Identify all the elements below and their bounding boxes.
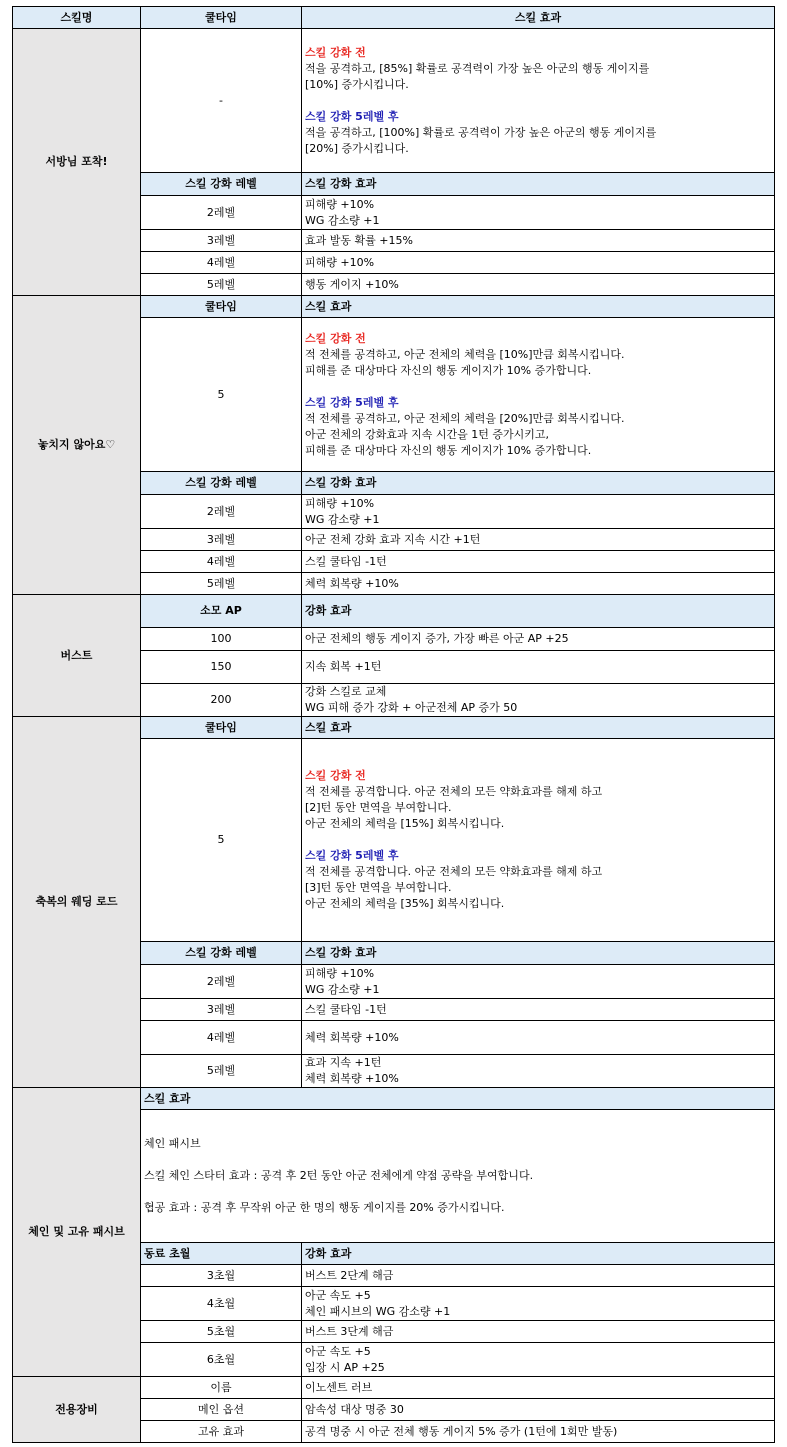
level-header: 스킬 강화 레벨 [141,942,302,965]
level-effect-cell: 아군 전체 강화 효과 지속 시간 +1턴 [302,529,775,551]
effect-line: 피해량 +10% [305,197,375,211]
effect-line: 아군 속도 +5 [305,1288,371,1302]
level-cell: 5레벨 [141,1055,302,1088]
level-effect-cell [302,1055,775,1088]
after-label: 스킬 강화 5레벨 후 [305,109,399,123]
level-cell: 2레벨 [141,196,302,230]
skill2-after-line: 피해를 준 대상마다 자신의 행동 게이지가 10% 증가합니다. [305,443,592,457]
skill3-before-line: [2]턴 동안 면역을 부여합니다. [305,801,452,814]
chain-name: 체인 및 고유 패시브 [13,1088,141,1377]
chain-coop: 협공 효과 : 공격 후 무작위 아군 한 명의 행동 게이지를 20% 증가시킵니다. [144,1201,505,1214]
burst-effect-cell: 아군 전체의 행동 게이지 증가, 가장 빠른 아군 AP +25 [302,628,775,651]
before-label: 스킬 강화 전 [305,45,366,59]
burst-effect-cell: 지속 회복 +1턴 [302,651,775,684]
level-cell: 3레벨 [141,230,302,252]
effect-line: 강화 스킬로 교체 [305,685,387,698]
transcend-effect-cell: 버스트 3단계 해금 [302,1321,775,1343]
gear-label: 고유 효과 [141,1421,302,1443]
burst-ap-cell: 200 [141,684,302,717]
effect-line: 체력 회복량 +10% [305,1072,399,1085]
level-effect-cell: 피해량 +10% [302,252,775,274]
before-label: 스킬 강화 전 [305,769,366,782]
skill2-before-line: 피해를 준 대상마다 자신의 행동 게이지가 10% 증가합니다. [305,363,592,377]
skill-table [12,6,775,1443]
cooltime-header: 쿨타임 [141,296,302,318]
effect-line: WG 감소량 +1 [305,213,380,227]
level-effect-header: 스킬 강화 효과 [302,472,775,495]
skill3-before-line: 아군 전체의 체력을 [15%] 회복시킵니다. [305,817,505,830]
level-effect-header: 스킬 강화 효과 [302,942,775,965]
level-effect-cell: 스킬 쿨타임 -1턴 [302,551,775,573]
effect-line: 입장 시 AP +25 [305,1360,385,1374]
skill-name-2: 놓치지 않아요♡ [13,296,141,595]
skill2-after-line: 적 전체를 공격하고, 아군 전체의 체력을 [20%]만큼 회복시킵니다. [305,411,625,425]
skill3-after-line: 아군 전체의 체력을 [35%] 회복시킵니다. [305,897,505,910]
skill1-before-line: 적을 공격하고, [85%] 확률로 공격력이 가장 높은 아군의 행동 게이지를 [305,61,650,75]
cooltime-header: 쿨타임 [141,717,302,739]
effect-line: 효과 지속 +1턴 [305,1056,382,1069]
effect-line: 아군 속도 +5 [305,1344,371,1358]
transcend-cell: 4초월 [141,1287,302,1321]
burst-ap-cell: 150 [141,651,302,684]
level-effect-cell: 스킬 쿨타임 -1턴 [302,999,775,1021]
skill3-after-line: [3]턴 동안 면역을 부여합니다. [305,881,452,894]
level-effect-cell [302,196,775,230]
level-cell: 2레벨 [141,965,302,999]
level-effect-cell [302,495,775,529]
effect-line: 체인 패시브의 WG 감소량 +1 [305,1304,451,1318]
chain-title: 체인 패시브 [144,1137,201,1150]
effect-line: WG 감소량 +1 [305,512,380,526]
transcend-effect-cell [302,1343,775,1377]
level-effect-cell: 효과 발동 확률 +15% [302,230,775,252]
chain-starter: 스킬 체인 스타터 효과 : 공격 후 2턴 동안 아군 전체에게 약점 공략을 부여합니다. [144,1169,534,1182]
transcend-cell: 6초월 [141,1343,302,1377]
level-cell: 3레벨 [141,999,302,1021]
level-cell: 2레벨 [141,495,302,529]
after-label: 스킬 강화 5레벨 후 [305,395,399,409]
skill2-cooltime: 5 [141,318,302,472]
level-cell: 4레벨 [141,551,302,573]
transcend-effect-cell: 버스트 2단계 해금 [302,1265,775,1287]
gear-label: 이름 [141,1377,302,1399]
burst-ap-header: 소모 AP [141,595,302,628]
gear-label: 메인 옵션 [141,1399,302,1421]
transcend-cell: 3초월 [141,1265,302,1287]
level-cell: 3레벨 [141,529,302,551]
effect-header: 스킬 효과 [302,717,775,739]
chain-description [141,1110,775,1243]
skill2-description [302,318,775,472]
skill2-before-line: 적 전체를 공격하고, 아군 전체의 체력을 [10%]만큼 회복시킵니다. [305,347,625,361]
after-label: 스킬 강화 5레벨 후 [305,849,399,862]
skill3-after-line: 적 전체를 공격합니다. 아군 전체의 모든 약화효과를 해제 하고 [305,865,603,878]
level-effect-cell: 행동 게이지 +10% [302,274,775,296]
gear-value: 이노센트 러브 [302,1377,775,1399]
burst-ap-cell: 100 [141,628,302,651]
before-label: 스킬 강화 전 [305,331,366,345]
effect-line: WG 감소량 +1 [305,982,380,996]
level-cell: 5레벨 [141,573,302,595]
gear-name: 전용장비 [13,1377,141,1443]
transcend-effect-cell [302,1287,775,1321]
skill1-description [302,29,775,173]
effect-header: 스킬 효과 [302,296,775,318]
effect-line: 피해량 +10% [305,966,375,980]
effect-line: WG 피해 증가 강화 + 아군전체 AP 증가 50 [305,701,518,714]
level-cell: 4레벨 [141,252,302,274]
gear-value: 암속성 대상 명중 30 [302,1399,775,1421]
skill3-cooltime: 5 [141,739,302,942]
skill3-before-line: 적 전체를 공격합니다. 아군 전체의 모든 약화효과를 해제 하고 [305,785,603,798]
gear-value: 공격 명중 시 아군 전체 행동 게이지 5% 증가 (1턴에 1회만 발동) [302,1421,775,1443]
burst-effect-header: 강화 효과 [302,595,775,628]
burst-effect-cell [302,684,775,717]
level-header: 스킬 강화 레벨 [141,472,302,495]
level-effect-cell: 체력 회복량 +10% [302,1021,775,1055]
level-header: 스킬 강화 레벨 [141,173,302,196]
level-effect-cell: 체력 회복량 +10% [302,573,775,595]
skill1-cooltime: - [141,29,302,173]
effect-line: 피해량 +10% [305,496,375,510]
level-effect-cell [302,965,775,999]
skill1-after-line: [20%] 증가시킵니다. [305,141,409,155]
burst-name: 버스트 [13,595,141,717]
transcend-header: 동료 초월 [141,1243,302,1265]
chain-effect-header: 스킬 효과 [141,1088,775,1110]
transcend-effect-header: 강화 효과 [302,1243,775,1265]
skill3-description [302,739,775,942]
header-skill-name: 스킬명 [13,7,141,29]
level-cell: 5레벨 [141,274,302,296]
skill2-after-line: 아군 전체의 강화효과 지속 시간을 1턴 증가시키고, [305,427,549,441]
skill-name-1: 서방님 포착! [13,29,141,296]
skill1-before-line: [10%] 증가시킵니다. [305,77,409,91]
skill1-after-line: 적을 공격하고, [100%] 확률로 공격력이 가장 높은 아군의 행동 게이지를 [305,125,657,139]
level-cell: 4레벨 [141,1021,302,1055]
header-skill-effect: 스킬 효과 [302,7,775,29]
transcend-cell: 5초월 [141,1321,302,1343]
level-effect-header: 스킬 강화 효과 [302,173,775,196]
skill-name-3: 축복의 웨딩 로드 [13,717,141,1088]
header-cooltime: 쿨타임 [141,7,302,29]
